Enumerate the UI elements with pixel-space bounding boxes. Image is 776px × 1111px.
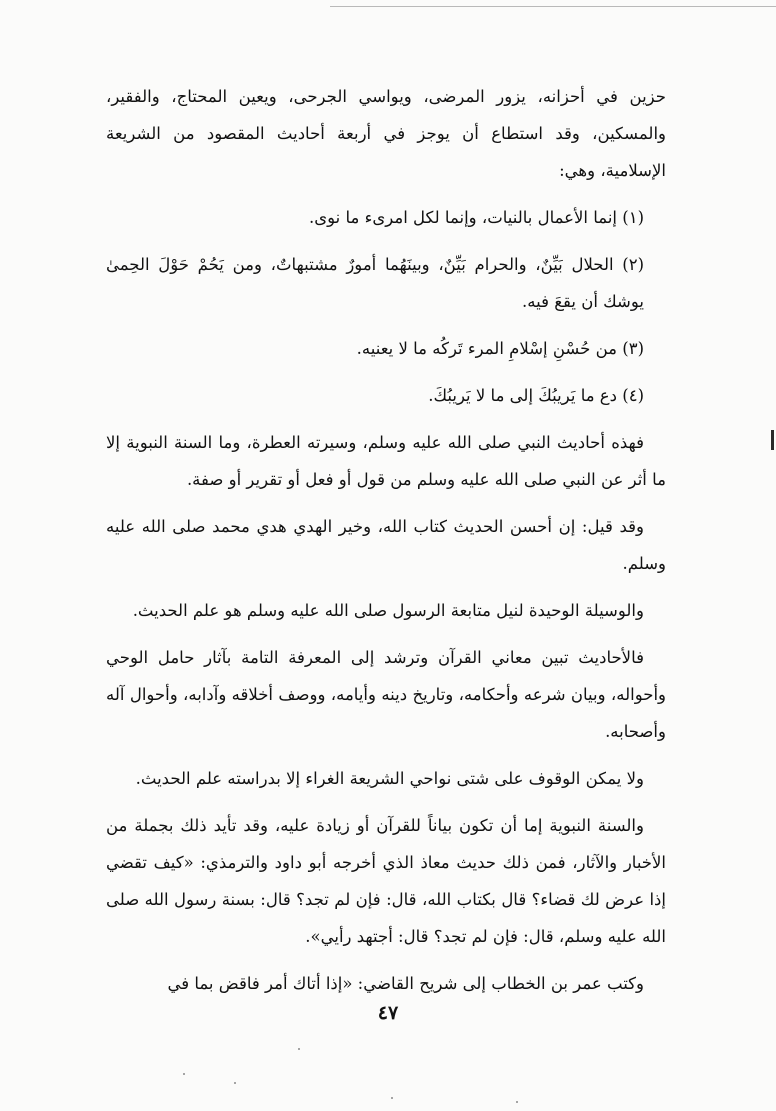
paragraph-muadh-hadith: والسنة النبوية إما أن تكون بياناً للقرآن أو زيادة عليه، وقد تأيد ذلك بجملة من الأخبار والآثار، فمن ذلك حديث معاذ الذي أخرجه أبو داود والترمذي: «كيف تقضي إذا عرض لك قضاء؟ قال بكتاب الله، قال: فإن لم تجد؟ قال: بسنة رسول الله صلى الله عليه وسلم، قال: فإن لم تجد؟ قال: أجتهد رأيي». [106,816,666,946]
speck [516,1101,518,1103]
body-text [106,78,666,1002]
paragraph-intro: حزين في أحزانه، يزور المرضى، ويواسي الجرحى، ويعين المحتاج، والفقير، والمسكين، وقد استطاع أن يوجز في أربعة أحاديث المقصود من الشريعة الإسلامية، وهي: [106,87,666,180]
hadith-3: (٣) من حُسْنِ إسْلامِ المرء تَركُه ما لا يعنيه. [356,339,644,358]
hadith-1: (١) إنما الأعمال بالنيات، وإنما لكل امرىء ما نوى. [308,208,644,227]
speck [298,1048,300,1050]
paragraph-umar-letter: وكتب عمر بن الخطاب إلى شريح القاضي: «إذا أتاك أمر فاقض بما في [167,974,644,993]
top-rule [330,6,776,7]
binding-mark [771,430,774,450]
speck [234,1082,236,1084]
speck [183,1073,185,1075]
hadith-4: (٤) دع ما يَريبُكَ إلى ما لا يَريبُكَ. [428,386,644,405]
speck [391,1097,393,1099]
paragraph-sharia-aspects: ولا يمكن الوقوف على شتى نواحي الشريعة الغراء إلا بدراسته علم الحديث. [135,769,644,788]
page-number: ٤٧ [377,1002,399,1024]
paragraph-sunnah-definition: فهذه أحاديث النبي صلى الله عليه وسلم، وسيرته العطرة، وما السنة النبوية إلا ما أثر عن النبي صلى الله عليه وسلم من قول أو فعل أو تقرير أو صفة. [106,433,666,489]
paragraph-best-speech: وقد قيل: إن أحسن الحديث كتاب الله، وخير الهدي هدي محمد صلى الله عليه وسلم. [106,517,666,573]
hadith-2: (٢) الحلال بَيِّنٌ، والحرام بَيِّنٌ، وبينَهُما أمورٌ مشتبهاتٌ، ومن يَحُمْ حَوْلَ الحِمىٰ يوشك أن يقعَ فيه. [106,255,644,311]
paragraph-hadith-meaning: فالأحاديث تبين معاني القرآن وترشد إلى المعرفة التامة بآثار حامل الوحي وأحواله، وبيان شرعه وأحكامه، وتاريخ دينه وأيامه، ووصف أخلاقه وآدابه، وأحوال آله وأصحابه. [106,648,666,741]
paragraph-only-means: والوسيلة الوحيدة لنيل متابعة الرسول صلى الله عليه وسلم هو علم الحديث. [132,601,644,620]
